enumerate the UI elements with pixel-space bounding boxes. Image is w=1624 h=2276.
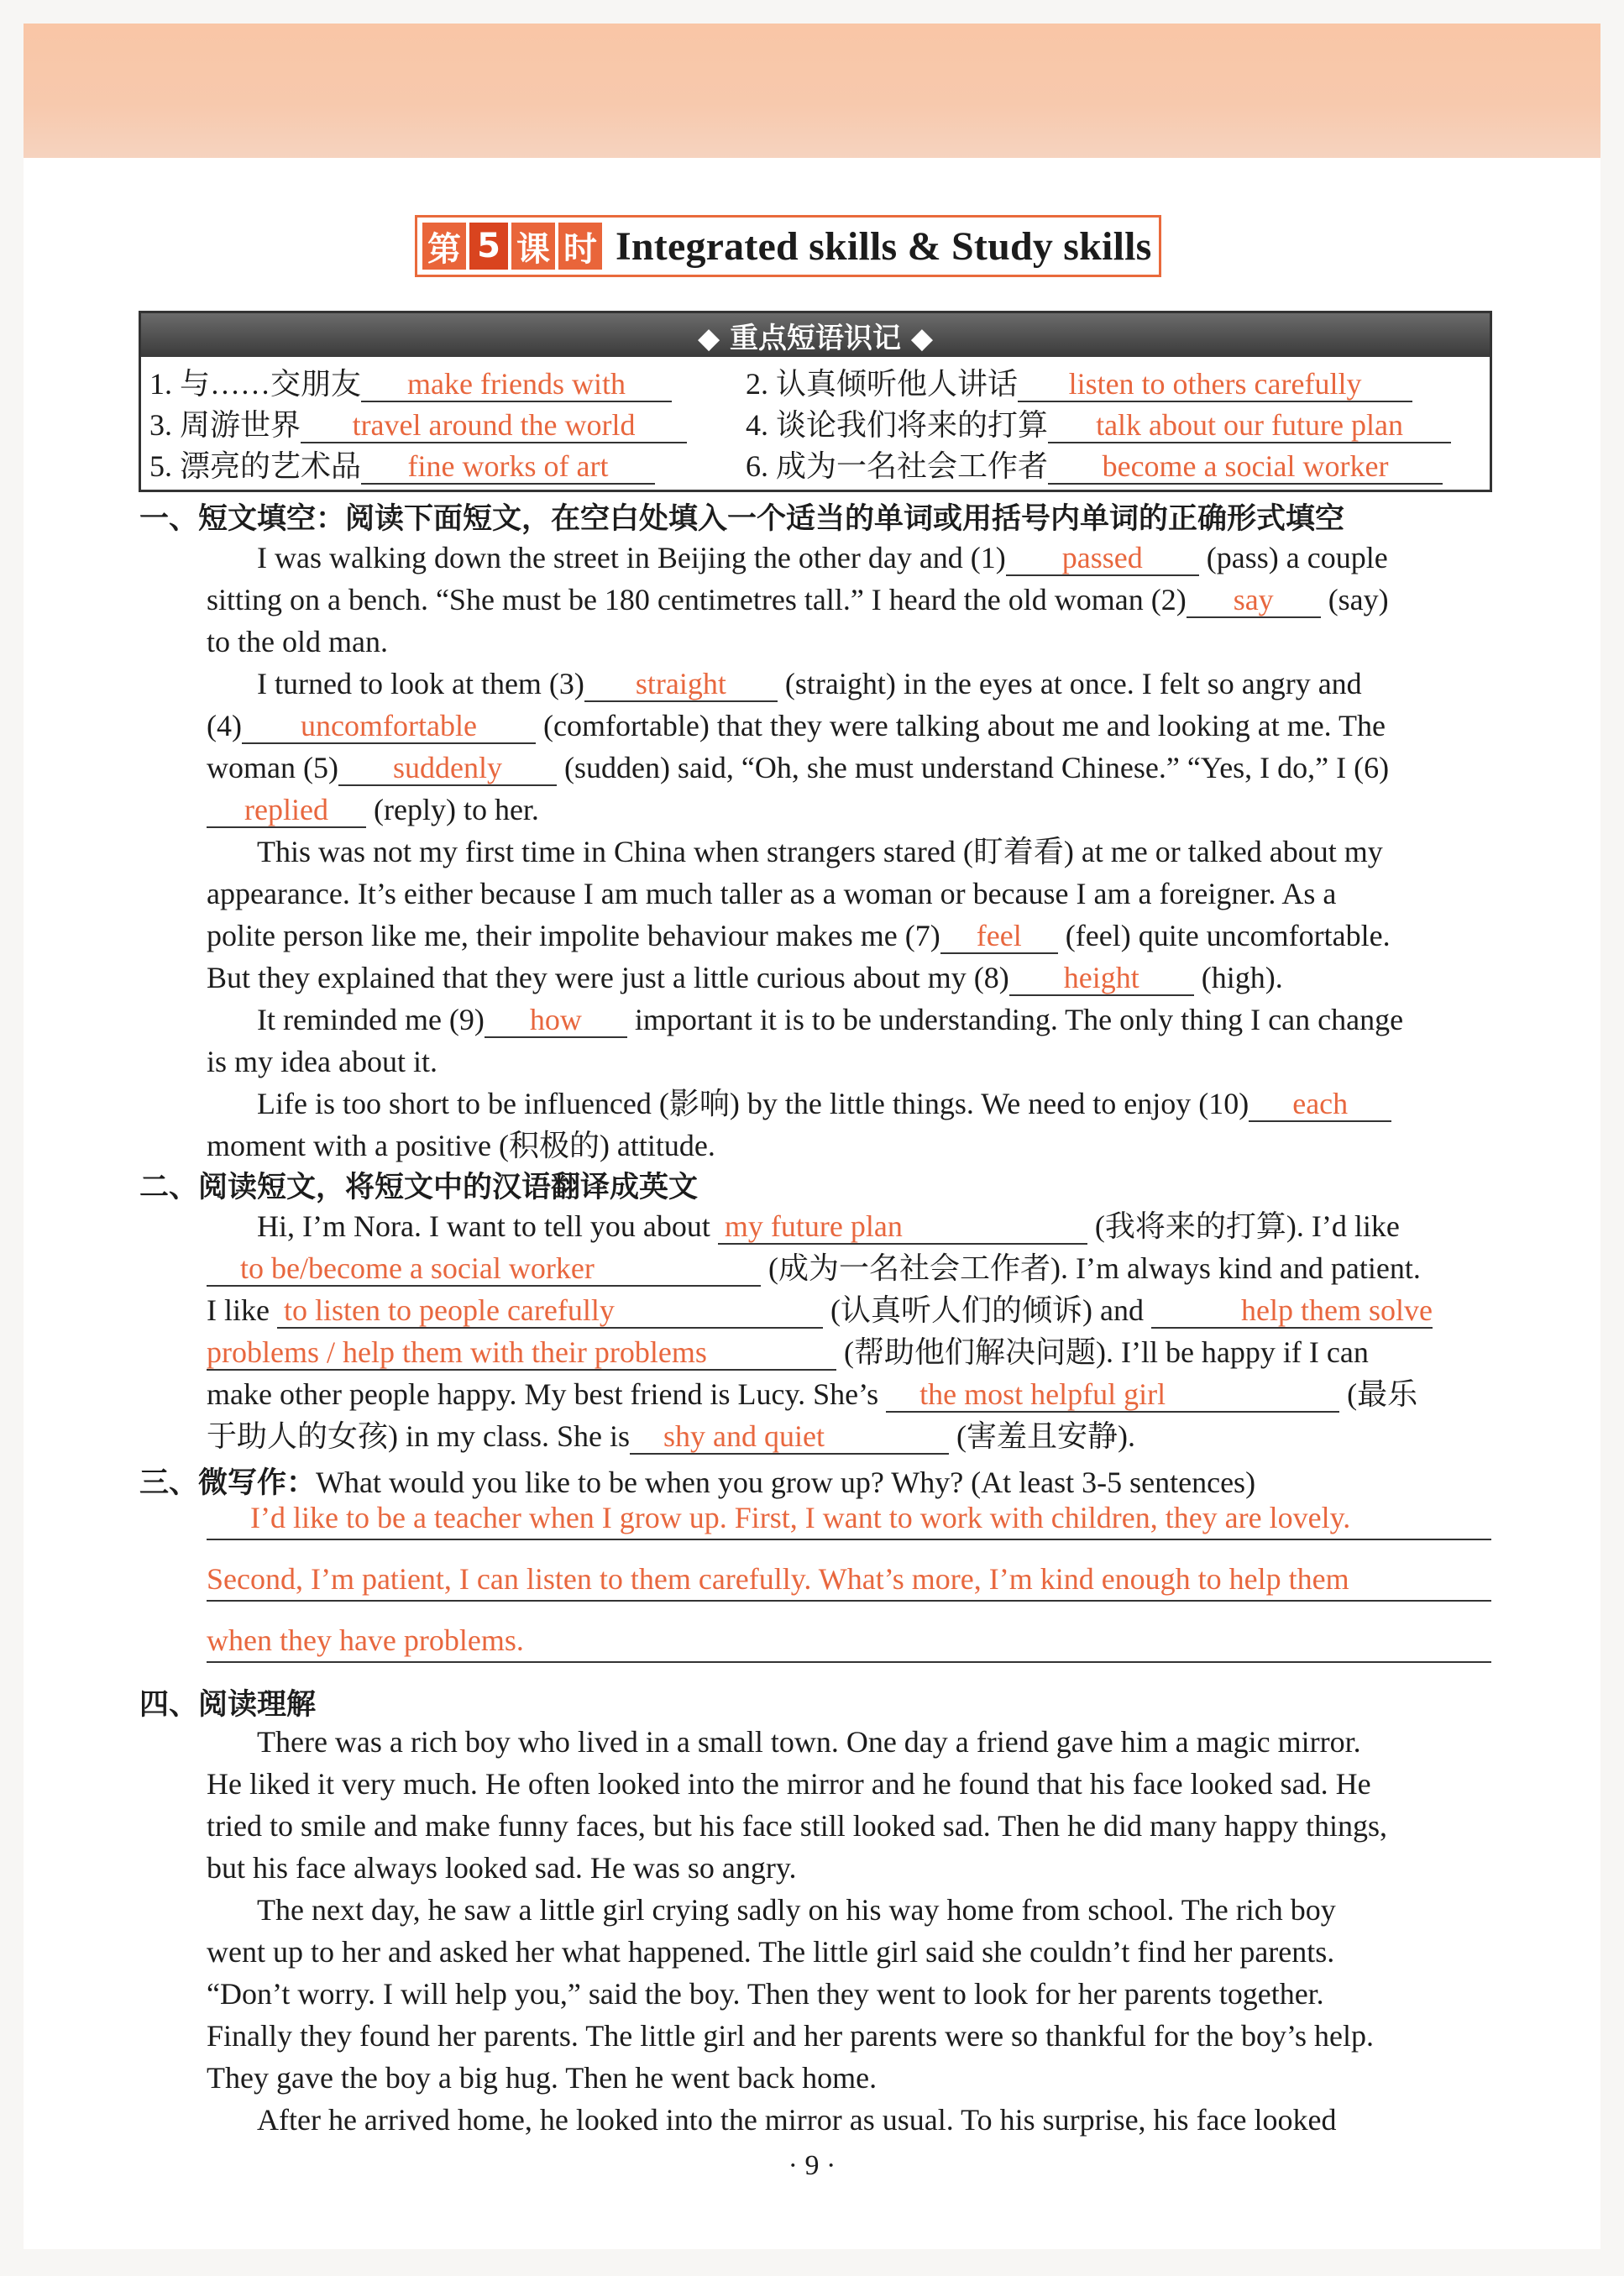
phrase-row xyxy=(746,360,1412,403)
passage-line: Hi, I’m Nora. I want to tell you about my future plan (我将来的打算). I’d like xyxy=(257,1209,1400,1243)
passage-line: but his face always looked sad. He was so angry. xyxy=(207,1851,797,1885)
key-phrases-header: ◆ 重点短语识记 ◆ xyxy=(141,313,1490,357)
header-band xyxy=(24,24,1600,158)
writing-answer-line: I’d like to be a teacher when I grow up. First, I want to work with children, they are lovely. xyxy=(207,1497,1491,1540)
passage-line: problems / help them with their problems (帮助他们解决问题). I’ll be happy if I can xyxy=(207,1335,1369,1369)
answer-blank-2: say xyxy=(1187,585,1321,618)
translation-blank-6: shy and quiet xyxy=(630,1421,949,1455)
section-2-heading: 二、阅读短文，将短文中的汉语翻译成英文 xyxy=(139,1171,699,1204)
phrase-label: 6. 成为一名社会工作者 xyxy=(746,449,1049,483)
phrase-answer: talk about our future plan xyxy=(1048,410,1451,443)
passage-line: This was not my first time in China when strangers stared (盯着看) at me or talked about my xyxy=(257,835,1383,868)
passage-line: They gave the boy a big hug. Then he went back home. xyxy=(207,2061,877,2095)
passage-line: to the old man. xyxy=(207,625,388,658)
phrase-label: 3. 周游世界 xyxy=(149,408,301,442)
translation-blank-2: to be/become a social worker xyxy=(207,1253,761,1287)
phrase-row xyxy=(149,401,687,444)
answer-blank-10: each xyxy=(1249,1088,1391,1122)
passage-line: make other people happy. My best friend is Lucy. She’s the most helpful girl (最乐 xyxy=(207,1377,1418,1411)
title-char: 时 xyxy=(558,223,602,270)
translation-blank-3: to listen to people carefully xyxy=(277,1295,823,1329)
lesson-title xyxy=(415,215,1161,277)
passage-line: tried to smile and make funny faces, but his face still looked sad. Then he did many happy things, xyxy=(207,1809,1388,1843)
phrase-row xyxy=(746,401,1451,444)
key-phrases-table xyxy=(139,311,1492,492)
passage-line: After he arrived home, he looked into the mirror as usual. To his surprise, his face looked xyxy=(257,2103,1337,2137)
phrase-row xyxy=(149,443,655,485)
passage-line: polite person like me, their impolite behaviour makes me (7) feel (feel) quite uncomfortable. xyxy=(207,919,1391,952)
phrase-label: 5. 漂亮的艺术品 xyxy=(149,449,362,483)
phrase-answer: listen to others carefully xyxy=(1018,369,1412,402)
section-1-heading: 一、短文填空：阅读下面短文，在空白处填入一个适当的单词或用括号内单词的正确形式填空 xyxy=(139,502,1345,536)
passage-line: to be/become a social worker (成为一名社会工作者). I’m always kind and patient. xyxy=(207,1248,1421,1288)
passage-line: I turned to look at them (3) straight (straight) in the eyes at once. I felt so angry and xyxy=(257,667,1362,700)
writing-prompt: What would you like to be when you grow up? Why? (At least 3-5 sentences) xyxy=(316,1466,1256,1499)
passage-line: Finally they found her parents. The little girl and her parents were so thankful for the boy’s help. xyxy=(207,2019,1374,2053)
passage-line: went up to her and asked her what happened. The little girl said she couldn’t find her parents. xyxy=(207,1935,1335,1969)
translation-blank-4a: help them solve xyxy=(1151,1295,1433,1329)
passage-line: But they explained that they were just a little curious about my (8) height (high). xyxy=(207,961,1283,994)
passage-line: appearance. It’s either because I am much taller as a woman or because I am a foreigner. As a xyxy=(207,877,1337,910)
passage-line: woman (5) suddenly (sudden) said, “Oh, she must understand Chinese.” “Yes, I do,” I (6) xyxy=(207,751,1390,784)
passage-line: It reminded me (9) how important it is to be understanding. The only thing I can change xyxy=(257,1003,1404,1036)
passage-line: (4) uncomfortable (comfortable) that they were talking about me and looking at me. The xyxy=(207,709,1386,742)
passage-line: There was a rich boy who lived in a small town. One day a friend gave him a magic mirror. xyxy=(257,1725,1361,1759)
passage-line: He liked it very much. He often looked into the mirror and he found that his face looked sad. He xyxy=(207,1767,1371,1801)
passage-line: I like to listen to people carefully (认真听人们的倾诉) and help them solve xyxy=(207,1293,1433,1327)
phrase-label: 1. 与……交朋友 xyxy=(149,367,362,401)
page-number: · 9 · xyxy=(788,2150,836,2181)
answer-blank-5: suddenly xyxy=(338,753,557,786)
passage-line: moment with a positive (积极的) attitude. xyxy=(207,1129,715,1162)
answer-blank-1: passed xyxy=(1006,543,1199,576)
passage-line: I was walking down the street in Beijing the other day and (1) passed (pass) a couple xyxy=(257,541,1388,574)
answer-blank-3: straight xyxy=(584,669,778,702)
writing-answer-line: when they have problems. xyxy=(207,1619,1491,1663)
title-char: 第 xyxy=(422,223,466,270)
translation-blank-4b: problems / help them with their problems xyxy=(207,1337,836,1371)
passage-line: sitting on a bench. “She must be 180 centimetres tall.” I heard the old woman (2) say (say) xyxy=(207,583,1389,616)
answer-blank-6: replied xyxy=(207,795,366,828)
passage-line: 于助人的女孩) in my class. She is shy and quiet (害羞且安静). xyxy=(207,1419,1135,1453)
passage-line: Life is too short to be influenced (影响) by the little things. We need to enjoy (10) each xyxy=(257,1083,1391,1124)
phrase-answer: make friends with xyxy=(361,369,672,402)
translation-blank-5: the most helpful girl xyxy=(886,1379,1339,1413)
answer-blank-7: feel xyxy=(940,920,1058,954)
passage-line: “Don’t worry. I will help you,” said the boy. Then they went to look for her parents together. xyxy=(207,1977,1324,2011)
passage-line: replied (reply) to her. xyxy=(207,789,539,830)
answer-blank-8: height xyxy=(1009,962,1194,996)
section-4-heading: 四、阅读理解 xyxy=(139,1688,317,1722)
phrase-row xyxy=(746,443,1443,485)
title-char: 课 xyxy=(511,223,555,270)
phrase-answer: become a social worker xyxy=(1048,451,1443,485)
phrase-label: 4. 谈论我们将来的打算 xyxy=(746,408,1049,442)
phrase-answer: travel around the world xyxy=(301,410,687,443)
answer-blank-9: how xyxy=(485,1004,627,1038)
phrase-label: 2. 认真倾听他人讲话 xyxy=(746,367,1019,401)
writing-answer-line: Second, I’m patient, I can listen to them carefully. What’s more, I’m kind enough to help them xyxy=(207,1558,1491,1602)
title-text: Integrated skills & Study skills xyxy=(616,223,1152,269)
title-lesson-number: 5 xyxy=(469,223,508,270)
section-3-heading: 三、微写作：What would you like to be when you grow up? Why? (At least 3-5 sentences) xyxy=(139,1466,1256,1500)
answer-blank-4: uncomfortable xyxy=(242,711,536,744)
passage-line: is my idea about it. xyxy=(207,1045,437,1078)
passage-line: The next day, he saw a little girl crying sadly on his way home from school. The rich boy xyxy=(257,1893,1336,1927)
phrase-row xyxy=(149,360,672,403)
translation-blank-1: my future plan xyxy=(718,1211,1087,1245)
phrase-answer: fine works of art xyxy=(361,451,655,485)
